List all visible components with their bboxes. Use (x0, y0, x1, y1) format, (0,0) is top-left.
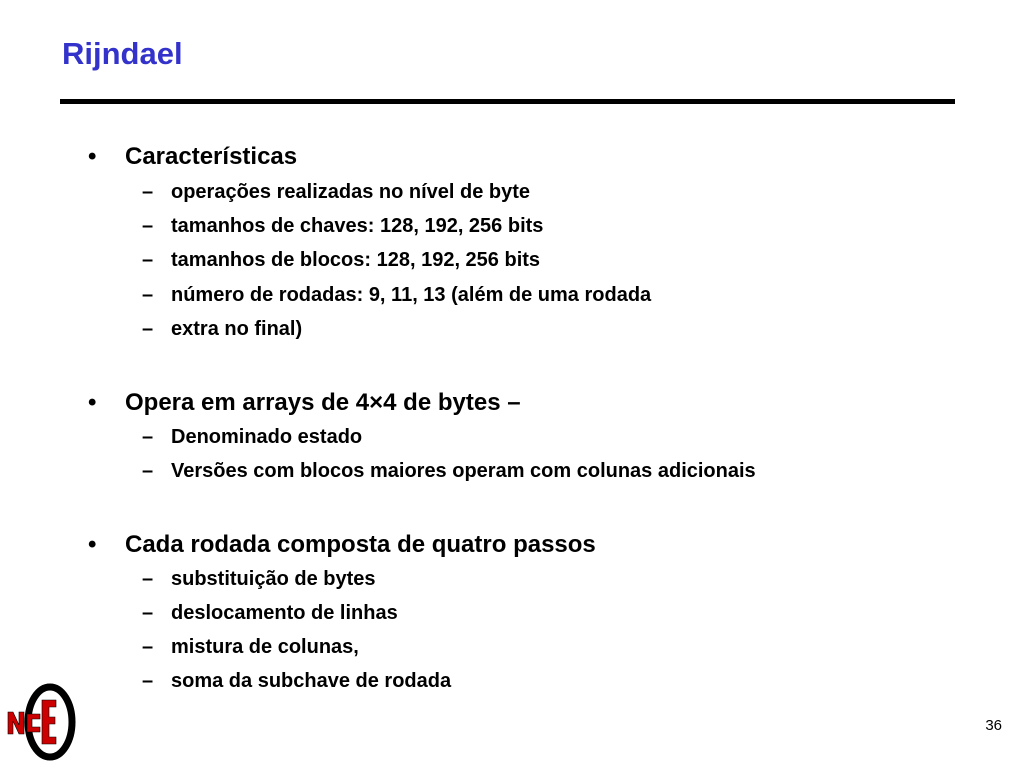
bullet-marker: • (88, 389, 97, 416)
sub-item (142, 603, 398, 623)
bullet-marker: • (88, 531, 97, 558)
dash-marker: – (142, 215, 154, 237)
page-number: 36 (985, 717, 1002, 734)
dash-marker: – (142, 249, 154, 271)
sub-item (142, 637, 359, 657)
bullet-opera-arrays (88, 391, 521, 415)
bullet-heading: Características (125, 143, 298, 170)
nce-logo (6, 682, 80, 762)
sub-item-text: deslocamento de linhas (171, 602, 398, 624)
dash-marker: – (142, 568, 154, 590)
sub-item-text: soma da subchave de rodada (171, 670, 452, 692)
sub-item-text: Versões com blocos maiores operam com colunas adicionais (171, 460, 756, 482)
sub-item (142, 427, 362, 447)
bullet-heading: Opera em arrays de 4×4 de bytes – (125, 389, 521, 416)
bullet-heading: Cada rodada composta de quatro passos (125, 531, 596, 558)
sub-item (142, 216, 543, 236)
bullet-cada-rodada (88, 533, 596, 557)
sub-item-text: número de rodadas: 9, 11, 13 (além de uma rodada (171, 284, 652, 306)
sub-item (142, 671, 451, 691)
dash-marker: – (142, 284, 154, 306)
bullet-marker: • (88, 143, 97, 170)
logo-letter-e (42, 700, 56, 744)
sub-item (142, 285, 651, 305)
dash-marker: – (142, 460, 154, 482)
slide-title: Rijndael (62, 36, 183, 71)
sub-item-text: operações realizadas no nível de byte (171, 181, 531, 203)
dash-marker: – (142, 602, 154, 624)
logo-letter-n (8, 712, 24, 734)
sub-item-text: tamanhos de blocos: 128, 192, 256 bits (171, 249, 541, 271)
sub-item-text: Denominado estado (171, 426, 363, 448)
logo-letter-c (27, 714, 40, 732)
sub-item (142, 319, 302, 339)
bullet-caracteristicas (88, 145, 297, 169)
dash-marker: – (142, 670, 154, 692)
dash-marker: – (142, 181, 154, 203)
sub-item-text: substituição de bytes (171, 568, 376, 590)
sub-item-text: tamanhos de chaves: 128, 192, 256 bits (171, 215, 544, 237)
sub-item-text: mistura de colunas, (171, 636, 359, 658)
dash-marker: – (142, 636, 154, 658)
dash-marker: – (142, 426, 154, 448)
sub-item (142, 250, 540, 270)
sub-item-text: extra no final) (171, 318, 303, 340)
sub-item (142, 569, 376, 589)
sub-item (142, 182, 530, 202)
dash-marker: – (142, 318, 154, 340)
sub-item (142, 461, 756, 481)
